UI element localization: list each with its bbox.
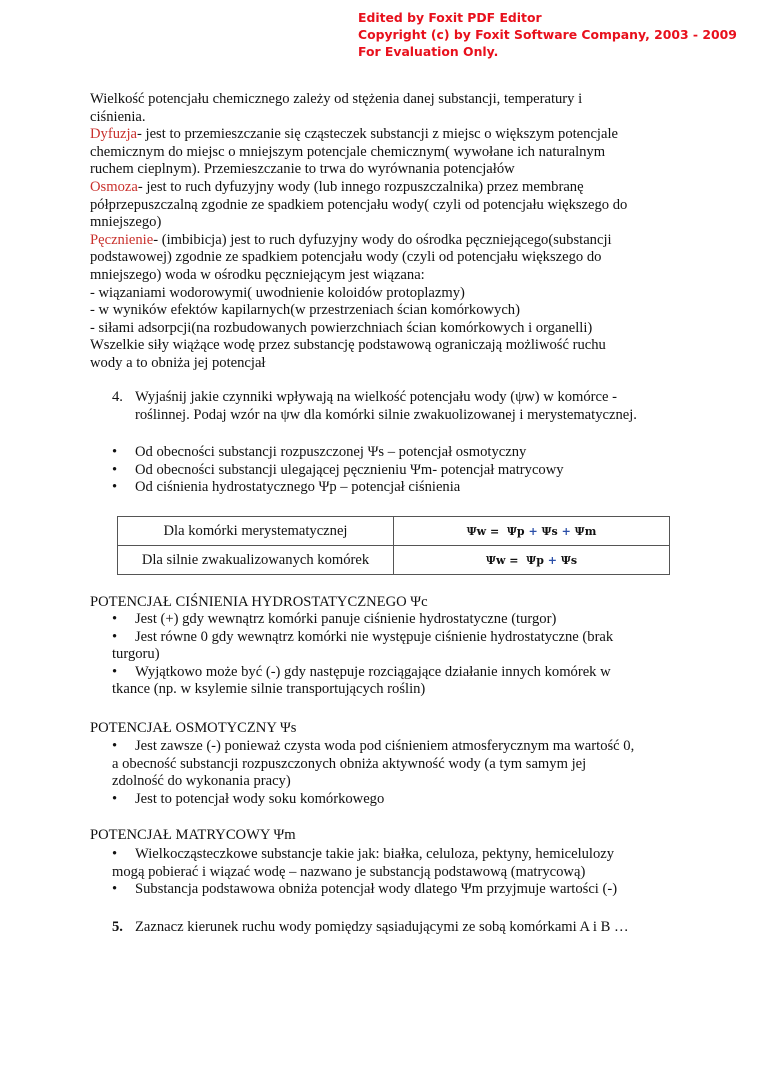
item-text: Jest zawsze (-) ponieważ czysta woda pod ciśnieniem atmosferycznym ma wartość 0, <box>135 738 635 754</box>
list-item <box>112 629 613 647</box>
list-item <box>112 846 617 864</box>
dash-item: - w wyników efektów kapilarnych(w przestrzeniach ścian komórkowych) <box>90 302 520 319</box>
text-line: ruchem cieplnym). Przemieszczanie to trwa do wyrównania potencjałów <box>90 161 515 178</box>
factors-list <box>112 444 564 497</box>
bullet-icon: • <box>112 846 118 862</box>
section-list <box>112 611 613 699</box>
table-row <box>118 517 670 546</box>
bullet-icon: • <box>112 663 118 680</box>
question-number: 4. <box>112 389 123 405</box>
item-text: Substancja podstawowa obniża potencjał wody dlatego Ψm przyjmuje wartości (-) <box>135 881 618 898</box>
plus-sign: + <box>528 524 538 538</box>
section-list <box>112 846 617 899</box>
bullet-icon: • <box>112 444 118 460</box>
item-text: tkance (np. w ksylemie silnie transportujących roślin) <box>112 681 426 698</box>
bullet-icon: • <box>112 611 118 627</box>
item-text: Jest to potencjał wody soku komórkowego <box>135 790 385 807</box>
cell-formula <box>394 546 670 575</box>
table-row <box>118 546 670 575</box>
question-text: roślinnej. Podaj wzór na ψw dla komórki silnie zwakuolizowanej i merystematycznej. <box>135 406 637 423</box>
formula-table <box>117 516 670 575</box>
text-line: mniejszego) <box>90 214 162 231</box>
item-text: a obecność substancji rozpuszczonych obniża aktywność wody (a tym samym jej <box>112 755 587 772</box>
item-text: Od obecności substancji rozpuszczonej Ψs – potencjał osmotyczny <box>135 444 527 460</box>
section-heading: POTENCJAŁ OSMOTYCZNY Ψs <box>90 720 297 736</box>
term-diffusion: Dyfuzja <box>90 126 138 143</box>
item-text: zdolność do wykonania pracy) <box>112 773 291 790</box>
list-item <box>112 664 613 682</box>
text-line: półprzepuszczalną zgodnie ze spadkiem potencjału wody( czyli od potencjału większego do <box>90 196 628 213</box>
text-line: chemicznym do miejsc o mniejszym potencjale chemicznym( wywołane ich naturalnym <box>90 143 606 160</box>
formula-term: Ψp <box>526 553 544 567</box>
list-item <box>112 738 634 756</box>
list-item <box>112 444 564 462</box>
cell-label: Dla silnie zwakualizowanych komórek <box>118 546 394 575</box>
text-line: mniejszego) woda w ośrodku pęczniejącym jest wiązana: <box>90 266 425 283</box>
list-item <box>112 791 634 809</box>
text-line: podstawowej) zgodnie ze spadkiem potencjału wody (czyli od potencjału większego do <box>90 249 602 266</box>
bullet-icon: • <box>112 790 118 807</box>
list-item <box>112 611 613 629</box>
bullet-icon: • <box>112 479 118 496</box>
formula-term: Ψs <box>541 524 558 538</box>
definition-osmosis <box>90 179 627 197</box>
section-heading: POTENCJAŁ MATRYCOWY Ψm <box>90 827 296 843</box>
text-line: Wszelkie siły wiążące wodę przez substancję podstawową ograniczają możliwość ruchu <box>90 337 606 354</box>
formula-term: Ψs <box>560 553 578 567</box>
bullet-icon: • <box>112 461 118 478</box>
question-number: 5. <box>112 919 123 935</box>
watermark-line: For Evaluation Only. <box>358 44 499 59</box>
watermark-line: Copyright (c) by Foxit Software Company, 2003 - 2009 <box>358 27 737 42</box>
formula-lhs: Ψw = <box>466 524 500 538</box>
list-item <box>112 479 564 497</box>
text-line: wody a to obniża jej potencjał <box>90 354 266 371</box>
question-line <box>112 389 637 407</box>
formula-term: Ψm <box>574 524 597 538</box>
plus-sign: + <box>561 524 571 538</box>
cell-label: Dla komórki merystematycznej <box>118 517 394 546</box>
cell-formula <box>394 517 670 546</box>
dash-item: - siłami adsorpcji(na rozbudowanych powierzchniach ścian komórkowych i organelli) <box>90 319 593 336</box>
question-5 <box>112 919 629 937</box>
item-text: turgoru) <box>112 646 160 663</box>
watermark-line: Edited by Foxit PDF Editor <box>358 10 542 25</box>
section-list <box>112 738 634 808</box>
question-line <box>112 919 629 937</box>
item-text: Wyjątkowo może być (-) gdy następuje rozciągające działanie innych komórek w <box>135 663 611 680</box>
text: - jest to przemieszczanie się cząsteczek substancji z miejsc o większym potencjale <box>137 126 618 143</box>
text-line: ciśnienia. <box>90 108 146 125</box>
definition-imbibition <box>90 232 627 250</box>
foxit-watermark <box>358 9 737 60</box>
term-imbibition: Pęcznienie <box>90 231 154 248</box>
list-item <box>112 462 564 480</box>
bullet-icon: • <box>112 881 118 898</box>
term-osmosis: Osmoza <box>90 178 138 195</box>
dash-item: - wiązaniami wodorowymi( uwodnienie koloidów protoplazmy) <box>90 284 465 301</box>
text: - (imbibicja) jest to ruch dyfuzyjny wody do ośrodka pęczniejącego(substancji <box>153 231 612 248</box>
formula-term: Ψp <box>506 524 525 538</box>
formula-lhs: Ψw = <box>485 553 519 567</box>
list-item <box>112 881 617 899</box>
item-text: mogą pobierać i wiązać wodę – nazwano je substancją podstawową (matrycową) <box>112 863 586 880</box>
bullet-icon: • <box>112 628 118 645</box>
item-text: Od obecności substancji ulegającej pęcznieniu Ψm- potencjał matrycowy <box>135 461 564 478</box>
question-text: Zaznacz kierunek ruchu wody pomiędzy sąsiadującymi ze sobą komórkami A i B … <box>135 919 629 935</box>
question-4 <box>112 389 637 424</box>
plus-sign: + <box>547 553 557 567</box>
question-text: Wyjaśnij jakie czynniki wpływają na wielkość potencjału wody (ψw) w komórce - <box>135 389 618 405</box>
text-line: Wielkość potencjału chemicznego zależy od stężenia danej substancji, temperatury i <box>90 91 583 107</box>
item-text: Od ciśnienia hydrostatycznego Ψp – potencjał ciśnienia <box>135 479 461 496</box>
intro-section <box>90 91 627 373</box>
item-text: Jest (+) gdy wewnątrz komórki panuje ciśnienie hydrostatyczne (turgor) <box>135 611 557 627</box>
bullet-icon: • <box>112 738 118 754</box>
text: - jest to ruch dyfuzyjny wody (lub innego rozpuszczalnika) przez membranę <box>137 178 584 195</box>
section-heading: POTENCJAŁ CIŚNIENIA HYDROSTATYCZNEGO Ψc <box>90 594 428 610</box>
item-text: Jest równe 0 gdy wewnątrz komórki nie występuje ciśnienie hydrostatyczne (brak <box>135 628 614 645</box>
definition-diffusion <box>90 126 627 144</box>
item-text: Wielkocząsteczkowe substancje takie jak: białka, celuloza, pektyny, hemicelulozy <box>135 846 615 862</box>
